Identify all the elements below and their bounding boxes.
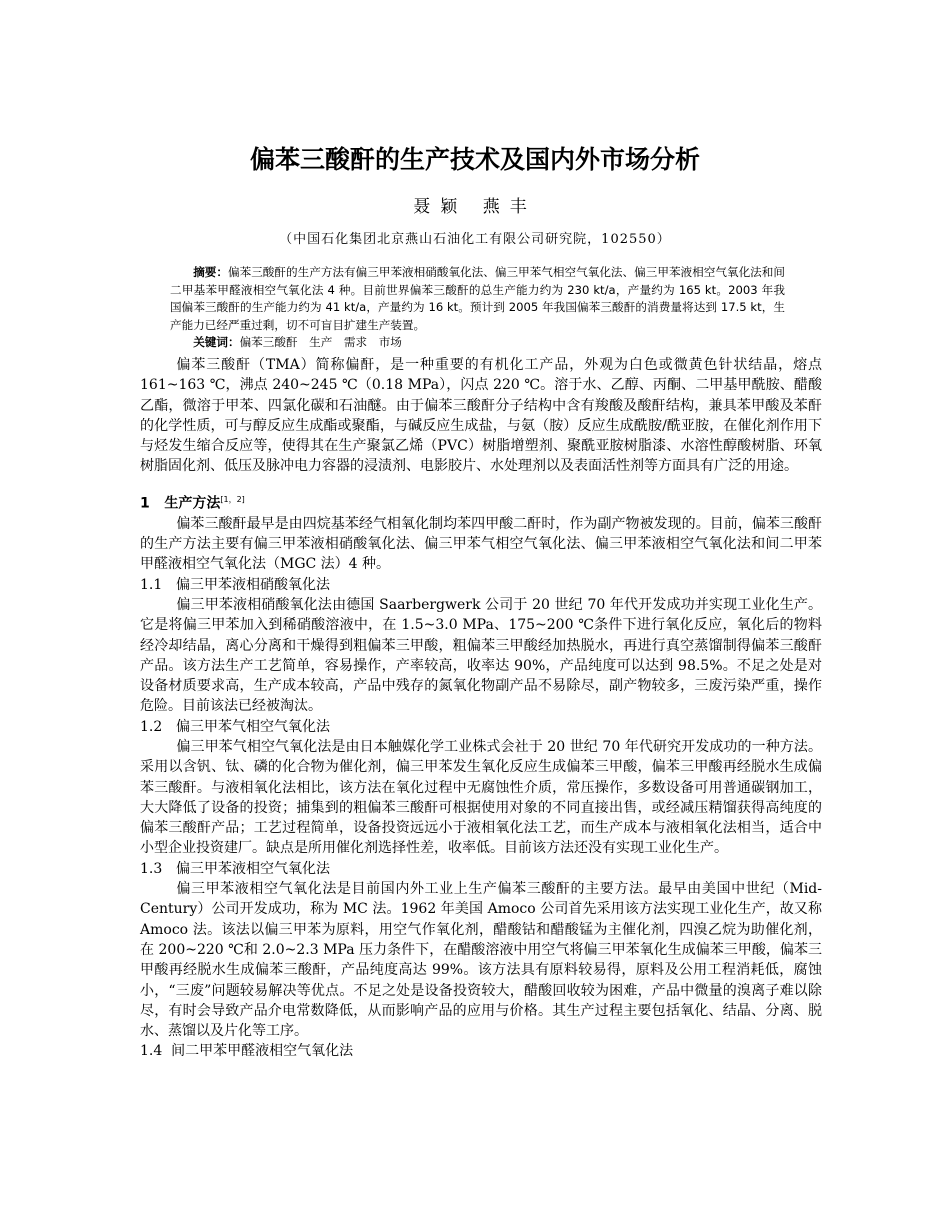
subsection-heading-1-1 <box>140 575 822 595</box>
keywords-label: 关键词： <box>193 335 240 349</box>
subsection-1-4-title: 间二甲苯甲醛液相空气氧化法 <box>171 1043 354 1060</box>
section-1-citation: [1，2] <box>220 494 245 504</box>
subsection-1-3-title: 偏三甲苯液相空气氧化法 <box>176 860 330 877</box>
keywords-line <box>170 334 785 352</box>
subsection-heading-1-2 <box>140 717 822 737</box>
paper-title: 偏苯三酸酐的生产技术及国内外市场分析 <box>249 145 700 174</box>
abstract-label: 摘要： <box>193 265 228 279</box>
subsection-heading-1-4 <box>140 1041 822 1061</box>
article-body <box>140 355 822 1062</box>
subsection-1-4-number: 1.4 <box>140 1043 163 1060</box>
subsection-1-1-paragraph: 偏三甲苯液相硝酸氧化法由德国 Saarbergwerk 公司于 20 世纪 70 年代开发成功并实现工业化生产。它是将偏三甲苯加入到稀硝酸溶液中，在 1.5~3.0 MPa、175~200 ℃条件下进行氧化反应，氧化后的物料经冷却结晶，离心分离和干燥得到粗偏苯三甲酸，粗偏苯三甲酸经加热脱水，再进行真空蒸馏制得偏苯三酸酐产品。该方法生产工艺简单，容易操作，产率较高，收率达 90%，产品纯度可以达到 98.5%。不足之处是对设备材质要求高，生产成本较高，产品中残存的氮氧化物副产品不易除尽，副产物较多，三废污染严重，操作危险。目前该法已经被淘汰。 <box>140 596 822 715</box>
section-1-paragraph: 偏苯三酸酐最早是由四烷基苯经气相氧化制均苯四甲酸二酐时，作为副产物被发现的。目前，偏苯三酸酐的生产方法主要有偏三甲苯液相硝酸氧化法、偏三甲苯气相空气氧化法、偏三甲苯液相空气氧化法和间二甲苯甲醛液相空气氧化法（MGC 法）4 种。 <box>140 515 822 573</box>
section-1-title: 生产方法 <box>164 495 221 512</box>
subsection-1-2-paragraph: 偏三甲苯气相空气氧化法是由日本触媒化学工业株式会社于 20 世纪 70 年代研究开发成功的一种方法。采用以含钒、钛、磷的化合物为催化剂，偏三甲苯发生氧化反应生成偏苯三甲酸，偏苯三甲酸再经脱水生成偏苯三酸酐。与液相氧化法相比，该方法在氧化过程中无腐蚀性介质，常压操作，多数设备可用普通碳钢加工，大大降低了设备的投资；捕集到的粗偏苯三酸酐可根据使用对象的不同直接出售，或经减压精馏获得高纯度的偏苯三酸酐产品；工艺过程简单，设备投资远远小于液相氧化法工艺，而生产成本与液相氧化法相当，适合中小型企业投资建厂。缺点是所用催化剂选择性差，收率低。目前该方法还没有实现工业化生产。 <box>140 739 822 857</box>
subsection-1-3-paragraph: 偏三甲苯液相空气氧化法是目前国内外工业上生产偏苯三酸酐的主要方法。最早由美国中世纪（Mid-Century）公司开发成功，称为 MC 法。1962 年美国 Amoco 公司首先采用该方法实现工业化生产，故又称 Amoco 法。该法以偏三甲苯为原料，用空气作氧化剂，醋酸钴和醋酸锰为主催化剂，四溴乙烷为助催化剂，在 200~220 ℃和 2.0~2.3 MPa 压力条件下，在醋酸溶液中用空气将偏三甲苯氧化生成偏苯三甲酸，偏苯三甲酸再经脱水生成偏苯三酸酐，产品纯度高达 99%。该方法具有原料较易得，原料及公用工程消耗低，腐蚀小，“三废”问题较易解决等优点。不足之处是设备投资较大，醋酸回收较为困难，产品中微量的溴离子难以除尽，有时会导致产品介电常数降低，从而影响产品的应用与价格。其生产过程主要包括氧化、结晶、分离、脱水、蒸馏以及片化等工序。 <box>140 881 822 1040</box>
section-heading-1 <box>140 490 822 514</box>
abstract-block <box>170 264 785 352</box>
paper-affiliation: （中国石化集团北京燕山石油化工有限公司研究院，102550） <box>279 232 671 247</box>
paper-authors: 聂颖 燕丰 <box>413 197 537 217</box>
section-1-number: 1 <box>140 495 150 512</box>
subsection-heading-1-3 <box>140 859 822 879</box>
subsection-1-1-number: 1.1 <box>140 576 163 593</box>
keywords-text: 偏苯三酸酐 生产 需求 市场 <box>239 335 402 349</box>
intro-paragraph: 偏苯三酸酐（TMA）简称偏酐，是一种重要的有机化工产品，外观为白色或微黄色针状结晶，熔点 161~163 ℃，沸点 240~245 ℃（0.18 MPa），闪点 220 ℃。溶于水、乙醇、丙酮、二甲基甲酰胺、醋酸乙酯，微溶于甲苯、四氯化碳和石油醚。由于偏苯三酸酐分子结构中含有羧酸及酸酐结构，兼具苯甲酸及苯酐的化学性质，可与醇反应生成酯或聚酯，与碱反应生成盐，与氨（胺）反应生成酰胺/酰亚胺，在催化剂作用下与烃发生缩合反应等，使得其在生产聚氯乙烯（PVC）树脂增塑剂、聚酰亚胺树脂漆、水溶性醇酸树脂、环氧树脂固化剂、低压及脉冲电力容器的浸渍剂、电影胶片、水处理剂以及表面活性剂等方面具有广泛的用途。 <box>140 357 822 475</box>
abstract-text: 偏苯三酸酐的生产方法有偏三甲苯液相硝酸氧化法、偏三甲苯气相空气氧化法、偏三甲苯液相空气氧化法和间二甲基苯甲醛液相空气氧化法 4 种。目前世界偏苯三酸酐的总生产能力约为 230 kt/a，产量约为 165 kt。2003 年我国偏苯三酸酐的生产能力约为 41 kt/a，产量约为 16 kt。预计到 2005 年我国偏苯三酸酐的消费量将达到 17.5 kt，生产能力已经严重过剩，切不可盲目扩建生产装置。 <box>170 265 785 332</box>
subsection-1-2-number: 1.2 <box>140 718 163 735</box>
subsection-1-1-title: 偏三甲苯液相硝酸氧化法 <box>176 576 330 593</box>
abstract-paragraph <box>170 264 785 334</box>
subsection-1-3-number: 1.3 <box>140 860 163 877</box>
subsection-1-2-title: 偏三甲苯气相空气氧化法 <box>176 718 330 735</box>
